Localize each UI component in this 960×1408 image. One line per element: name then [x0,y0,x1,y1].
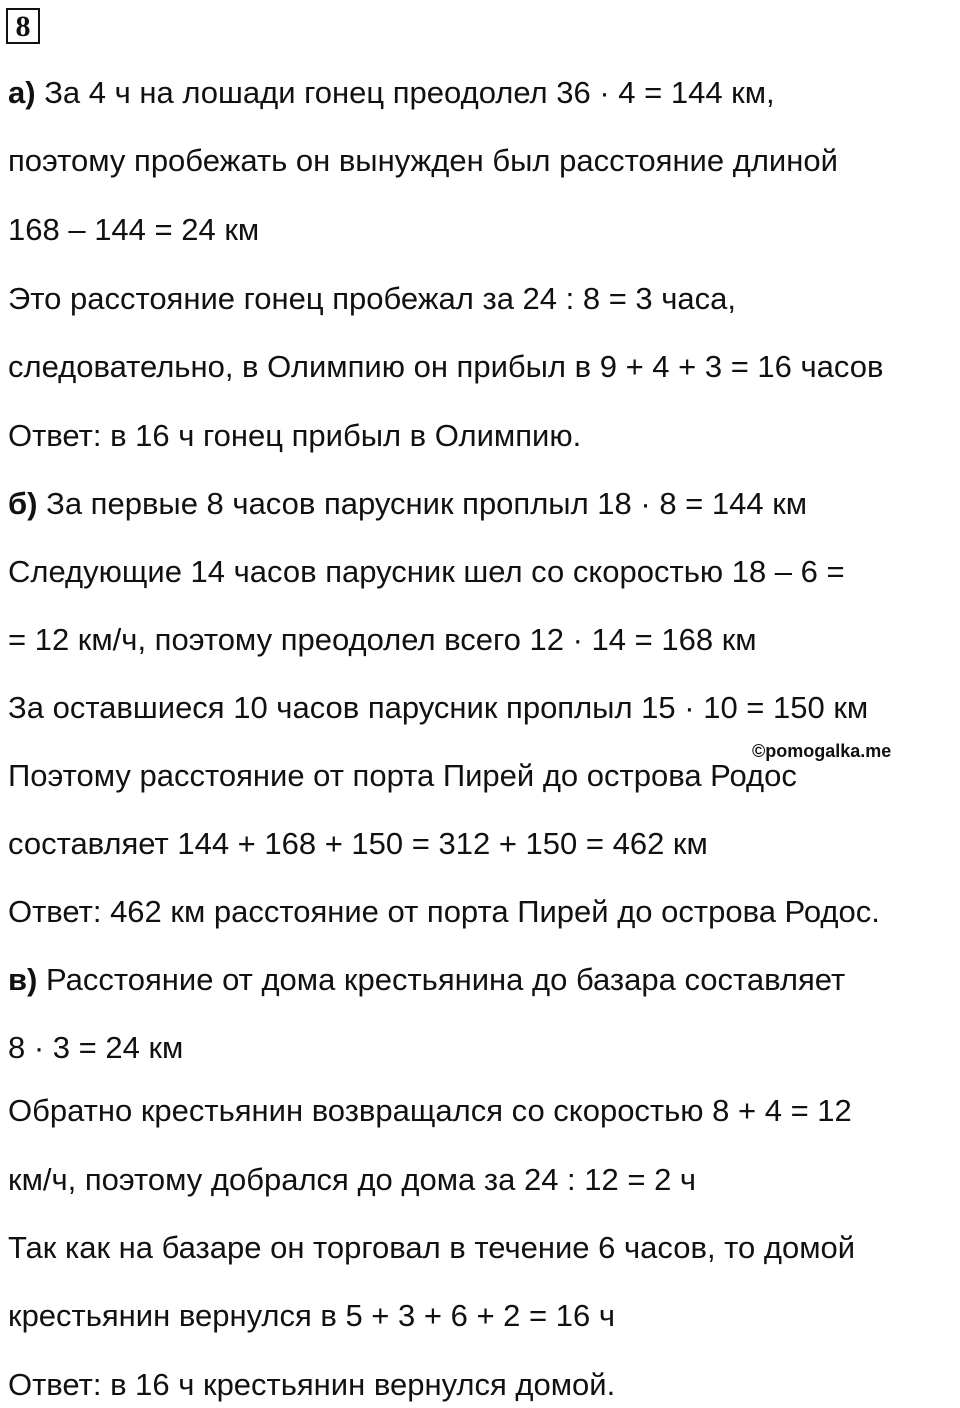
section-a-line-3: 168 – 144 = 24 км [8,212,260,247]
watermark: ©pomogalka.me [752,741,892,761]
section-b-line-3: = 12 км/ч, поэтому преодолел всего 12 · 14 = 168 км [8,622,757,657]
section-v-line-1 [8,961,845,999]
section-v-answer: Ответ: в 16 ч крестьянин вернулся домой. [8,1367,616,1402]
section-b-line-4: За оставшиеся 10 часов парусник проплыл 15 · 10 = 150 км [8,690,869,725]
section-a-text-1: За 4 ч на лошади гонец преодолел 36 · 4 = 144 км, [44,75,775,110]
section-a-answer: Ответ: в 16 ч гонец прибыл в Олимпию. [8,418,582,453]
section-v-line-3: Обратно крестьянин возвращался со скоростью 8 + 4 = 12 [8,1093,852,1128]
section-b-label: б) [8,486,38,521]
section-v-line-5: Так как на базаре он торговал в течение 6 часов, то домой [8,1230,856,1265]
section-v-text-1: Расстояние от дома крестьянина до базара составляет [46,962,846,997]
section-b-line-2: Следующие 14 часов парусник шел со скоростью 18 – 6 = [8,554,845,589]
section-a-line-5: следовательно, в Олимпию он прибыл в 9 + 4 + 3 = 16 часов [8,349,884,384]
section-v-line-2: 8 · 3 = 24 км [8,1030,184,1065]
section-a-line-1 [8,74,775,112]
section-a-label: а) [8,75,36,110]
section-v-line-4: км/ч, поэтому добрался до дома за 24 : 12 = 2 ч [8,1162,697,1197]
section-b-text-1: За первые 8 часов парусник проплыл 18 · 8 = 144 км [46,486,808,521]
section-a-line-4: Это расстояние гонец пробежал за 24 : 8 = 3 часа, [8,281,737,316]
section-b-line-6: составляет 144 + 168 + 150 = 312 + 150 = 462 км [8,826,708,861]
section-b-line-1 [8,485,807,523]
section-v-line-6: крестьянин вернулся в 5 + 3 + 6 + 2 = 16 ч [8,1298,615,1333]
section-a-line-2: поэтому пробежать он вынужден был расстояние длиной [8,143,838,178]
section-b-line-5: Поэтому расстояние от порта Пирей до острова Родос [8,758,797,793]
section-b-answer: Ответ: 462 км расстояние от порта Пирей до острова Родос. [8,894,880,929]
section-v-label: в) [8,962,38,997]
task-number-box: 8 [6,8,40,44]
